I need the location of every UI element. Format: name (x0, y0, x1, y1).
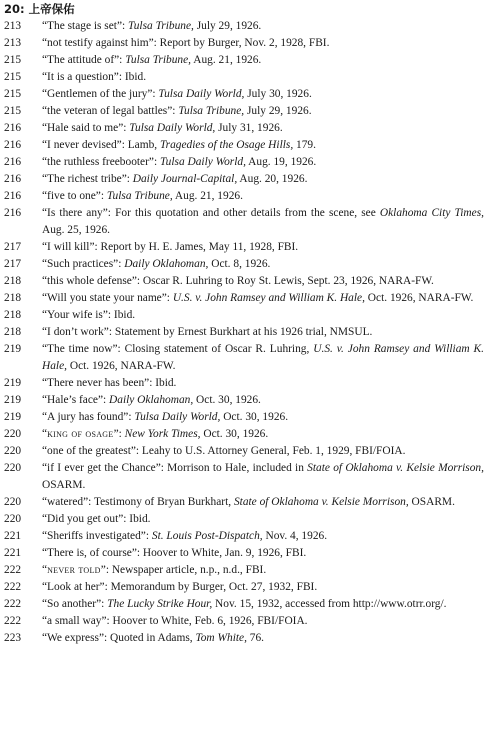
note-text (42, 579, 492, 596)
note-text-segment: “I never devised”: Lamb, (42, 139, 160, 151)
note-page-number: 218 (4, 326, 22, 338)
note-text-segment: “this whole defense”: Oscar R. Luhring to Roy St. Lewis, Sept. 23, 1926, NARA-FW. (42, 275, 434, 287)
note-text-segment: “A jury has found”: (42, 411, 135, 423)
note-page-number: 213 (4, 20, 22, 32)
note-text (42, 409, 492, 426)
note-small-caps: king of osage (47, 428, 114, 440)
note-source-title: U.S. v. John Ramsey and William K. Hale, (42, 343, 484, 372)
note-text-segment: “So another”: (42, 598, 108, 610)
note-entry (0, 137, 492, 154)
note-text-segment: “Hale said to me”: (42, 122, 130, 134)
note-entry (0, 545, 492, 562)
note-page-number: 221 (4, 547, 22, 559)
notes-list (0, 18, 492, 647)
note-text-segment: ”: Newspaper article, n.p., n.d., FBI. (100, 564, 267, 576)
note-text-segment: “It is a question”: Ibid. (42, 71, 147, 83)
note-source-title: State of Oklahoma v. Kelsie Morrison, (233, 496, 409, 508)
note-text-segment: “Your wife is”: Ibid. (42, 309, 136, 321)
note-text-segment: “I don’t work”: Statement by Ernest Burkhart at his 1926 trial, NMSUL. (42, 326, 373, 338)
note-text (42, 307, 492, 324)
note-text-segment: “the ruthless freebooter”: (42, 156, 160, 168)
note-source-title: Tulsa Daily World, (134, 411, 221, 423)
note-text-segment: “the veteran of legal battles”: (42, 105, 179, 117)
note-entry (0, 562, 492, 579)
note-text-segment: Nov. 15, 1932, accessed from http://www.otrr.org/. (212, 598, 447, 610)
note-text (42, 392, 492, 409)
note-entry (0, 375, 492, 392)
note-text-segment: “Did you get out”: Ibid. (42, 513, 151, 525)
note-entry (0, 511, 492, 528)
note-text (42, 426, 492, 443)
note-page-number: 222 (4, 581, 22, 593)
note-text-segment: ”: (113, 428, 125, 440)
note-source-title: Tulsa Tribune, (125, 54, 192, 66)
note-entry (0, 307, 492, 324)
note-text (42, 171, 492, 188)
note-source-title: Tulsa Tribune, (106, 190, 173, 202)
note-text-segment: OSARM. (408, 496, 455, 508)
note-text (42, 511, 492, 528)
note-source-title: Tulsa Tribune, (128, 20, 194, 32)
note-entry (0, 528, 492, 545)
note-source-title: Oklahoma City Times, (379, 207, 484, 219)
note-source-title: Tragedies of the Osage Hills, (159, 139, 294, 151)
note-entry (0, 171, 492, 188)
note-entry (0, 460, 492, 494)
note-entry (0, 324, 492, 341)
note-text-segment: Aug. 21, 1926. (172, 190, 243, 202)
note-page-number: 220 (4, 462, 22, 474)
note-entry (0, 613, 492, 630)
note-page-number: 219 (4, 377, 22, 389)
note-text (42, 341, 492, 375)
note-page-number: 222 (4, 564, 22, 576)
note-entry (0, 494, 492, 511)
note-page-number: 218 (4, 275, 22, 287)
note-source-title: St. Louis Post-Dispatch, (151, 530, 263, 542)
note-text (42, 494, 492, 511)
note-entry (0, 69, 492, 86)
note-source-title: Daily Oklahoman, (124, 258, 209, 270)
note-entry (0, 579, 492, 596)
note-source-title: Tulsa Daily World, (158, 88, 245, 100)
note-text (42, 205, 492, 239)
note-page-number: 216 (4, 122, 22, 134)
note-page-number: 215 (4, 88, 22, 100)
note-text (42, 120, 492, 137)
note-text-segment: “I will kill”: Report by H. E. James, May 11, 1928, FBI. (42, 241, 299, 253)
note-entry (0, 256, 492, 273)
note-text-segment: “The attitude of”: (42, 54, 126, 66)
note-text (42, 273, 492, 290)
note-text-segment: Aug. 19, 1926. (245, 156, 317, 168)
note-text (42, 69, 492, 86)
note-entry (0, 35, 492, 52)
note-text (42, 324, 492, 341)
note-page-number: 222 (4, 615, 22, 627)
note-page-number: 220 (4, 428, 22, 440)
note-text-segment: “ (42, 428, 48, 440)
note-text-segment: July 30, 1926. (244, 88, 312, 100)
note-source-title: Tulsa Daily World, (159, 156, 246, 168)
note-text-segment: July 29, 1926. (244, 105, 312, 117)
note-entry (0, 273, 492, 290)
note-text-segment: “five to one”: (42, 190, 107, 202)
note-text-segment: Oct. 30, 1926. (193, 394, 261, 406)
note-page-number: 215 (4, 54, 22, 66)
note-text-segment: “Sheriffs investigated”: (42, 530, 152, 542)
note-text-segment: Aug. 20, 1926. (237, 173, 308, 185)
note-entry (0, 52, 492, 69)
note-page-number: 217 (4, 241, 22, 253)
note-text (42, 52, 492, 69)
note-page-number: 220 (4, 496, 22, 508)
note-text (42, 137, 492, 154)
note-source-title: Tulsa Daily World, (129, 122, 216, 134)
note-text (42, 239, 492, 256)
note-text (42, 103, 492, 120)
note-source-title: Daily Oklahoman, (109, 394, 194, 406)
note-page-number: 219 (4, 394, 22, 406)
note-page-number: 216 (4, 173, 22, 185)
note-text-segment: “The time now”: Closing statement of Oscar R. Luhring, (42, 343, 314, 355)
note-page-number: 220 (4, 513, 22, 525)
note-text (42, 86, 492, 103)
note-entry (0, 205, 492, 239)
note-page-number: 221 (4, 530, 22, 542)
note-text-segment: “We express”: Quoted in Adams, (42, 632, 196, 644)
note-text-segment: “watered”: Testimony of Bryan Burkhart, (42, 496, 234, 508)
note-text-segment: “if I ever get the Chance”: Morrison to Hale, included in (42, 462, 308, 474)
note-entry (0, 120, 492, 137)
note-text-segment: “a small way”: Hoover to White, Feb. 6, 1926, FBI/FOIA. (42, 615, 308, 627)
note-text-segment: Aug. 25, 1926. (42, 224, 111, 236)
note-text (42, 443, 492, 460)
note-entry (0, 86, 492, 103)
note-text (42, 256, 492, 273)
note-entry (0, 630, 492, 647)
note-text (42, 630, 492, 647)
note-text (42, 528, 492, 545)
note-page-number: 218 (4, 309, 22, 321)
note-text-segment: “Look at her”: Memorandum by Burger, Oct. 27, 1932, FBI. (42, 581, 318, 593)
note-text-segment: “one of the greatest”: Leahy to U.S. Attorney General, Feb. 1, 1929, FBI/FOIA. (42, 445, 406, 457)
note-page-number: 216 (4, 190, 22, 202)
note-text (42, 18, 492, 35)
note-text-segment: Oct. 8, 1926. (208, 258, 271, 270)
note-text (42, 35, 492, 52)
note-entry (0, 409, 492, 426)
note-page-number: 215 (4, 71, 22, 83)
note-text-segment: Nov. 4, 1926. (262, 530, 328, 542)
note-entry (0, 103, 492, 120)
note-small-caps: never told (47, 564, 101, 576)
note-source-title: Tulsa Tribune, (178, 105, 245, 117)
note-page-number: 218 (4, 292, 22, 304)
note-text-segment: “The stage is set”: (42, 20, 129, 32)
note-page-number: 223 (4, 632, 22, 644)
note-entry (0, 154, 492, 171)
note-text-segment: Oct. 30, 1926. (200, 428, 269, 440)
note-page-number: 215 (4, 105, 22, 117)
note-page-number: 222 (4, 598, 22, 610)
note-text (42, 375, 492, 392)
note-source-title: Tom White, (195, 632, 247, 644)
note-page-number: 213 (4, 37, 22, 49)
note-entry (0, 392, 492, 409)
note-page-number: 219 (4, 343, 22, 355)
note-page-number: 216 (4, 156, 22, 168)
note-source-title: Daily Journal-Capital, (132, 173, 238, 185)
note-text (42, 460, 492, 494)
note-entry (0, 341, 492, 375)
note-text-segment: “Is there any”: For this quotation and other details from the scene, see (42, 207, 380, 219)
note-text-segment: Aug. 21, 1926. (191, 54, 262, 66)
note-source-title: New York Times, (124, 428, 201, 440)
note-text-segment: July 31, 1926. (215, 122, 283, 134)
note-text (42, 562, 492, 579)
note-text-segment: 76. (246, 632, 265, 644)
note-entry (0, 596, 492, 613)
note-source-title: State of Oklahoma v. Kelsie Morrison, (307, 462, 484, 474)
note-text-segment: “There never has been”: Ibid. (42, 377, 177, 389)
note-text-segment: “Such practices”: (42, 258, 125, 270)
note-text-segment: Oct. 1926, NARA-FW. (364, 292, 474, 304)
note-text-segment: “Will you state your name”: (42, 292, 173, 304)
note-text-segment: “not testify against him”: Report by Burger, Nov. 2, 1928, FBI. (42, 37, 330, 49)
note-text-segment: “Hale’s face”: (42, 394, 110, 406)
note-entry (0, 443, 492, 460)
note-text-segment: Oct. 1926, NARA-FW. (67, 360, 176, 372)
note-page-number: 220 (4, 445, 22, 457)
note-text-segment: July 29, 1926. (193, 20, 262, 32)
note-text (42, 154, 492, 171)
note-page-number: 219 (4, 411, 22, 423)
note-entry (0, 18, 492, 35)
note-page-number: 216 (4, 207, 22, 219)
note-text-segment: “ (42, 564, 48, 576)
note-entry (0, 426, 492, 443)
note-entry (0, 188, 492, 205)
note-text-segment: 179. (293, 139, 316, 151)
note-page-number: 216 (4, 139, 22, 151)
note-page-number: 217 (4, 258, 22, 270)
note-text (42, 613, 492, 630)
note-entry (0, 290, 492, 307)
note-text-segment: OSARM. (42, 479, 86, 491)
note-text (42, 596, 492, 613)
note-text (42, 188, 492, 205)
note-text (42, 545, 492, 562)
chapter-heading: 20: 上帝保佑 (4, 2, 75, 16)
note-text-segment: “There is, of course”: Hoover to White, Jan. 9, 1926, FBI. (42, 547, 307, 559)
note-text-segment: Oct. 30, 1926. (220, 411, 289, 423)
note-entry (0, 239, 492, 256)
note-source-title: U.S. v. John Ramsey and William K. Hale, (172, 292, 365, 304)
note-text-segment: “The richest tribe”: (42, 173, 133, 185)
note-text (42, 290, 492, 307)
note-text-segment: “Gentlemen of the jury”: (42, 88, 159, 100)
note-source-title: The Lucky Strike Hour, (107, 598, 213, 610)
